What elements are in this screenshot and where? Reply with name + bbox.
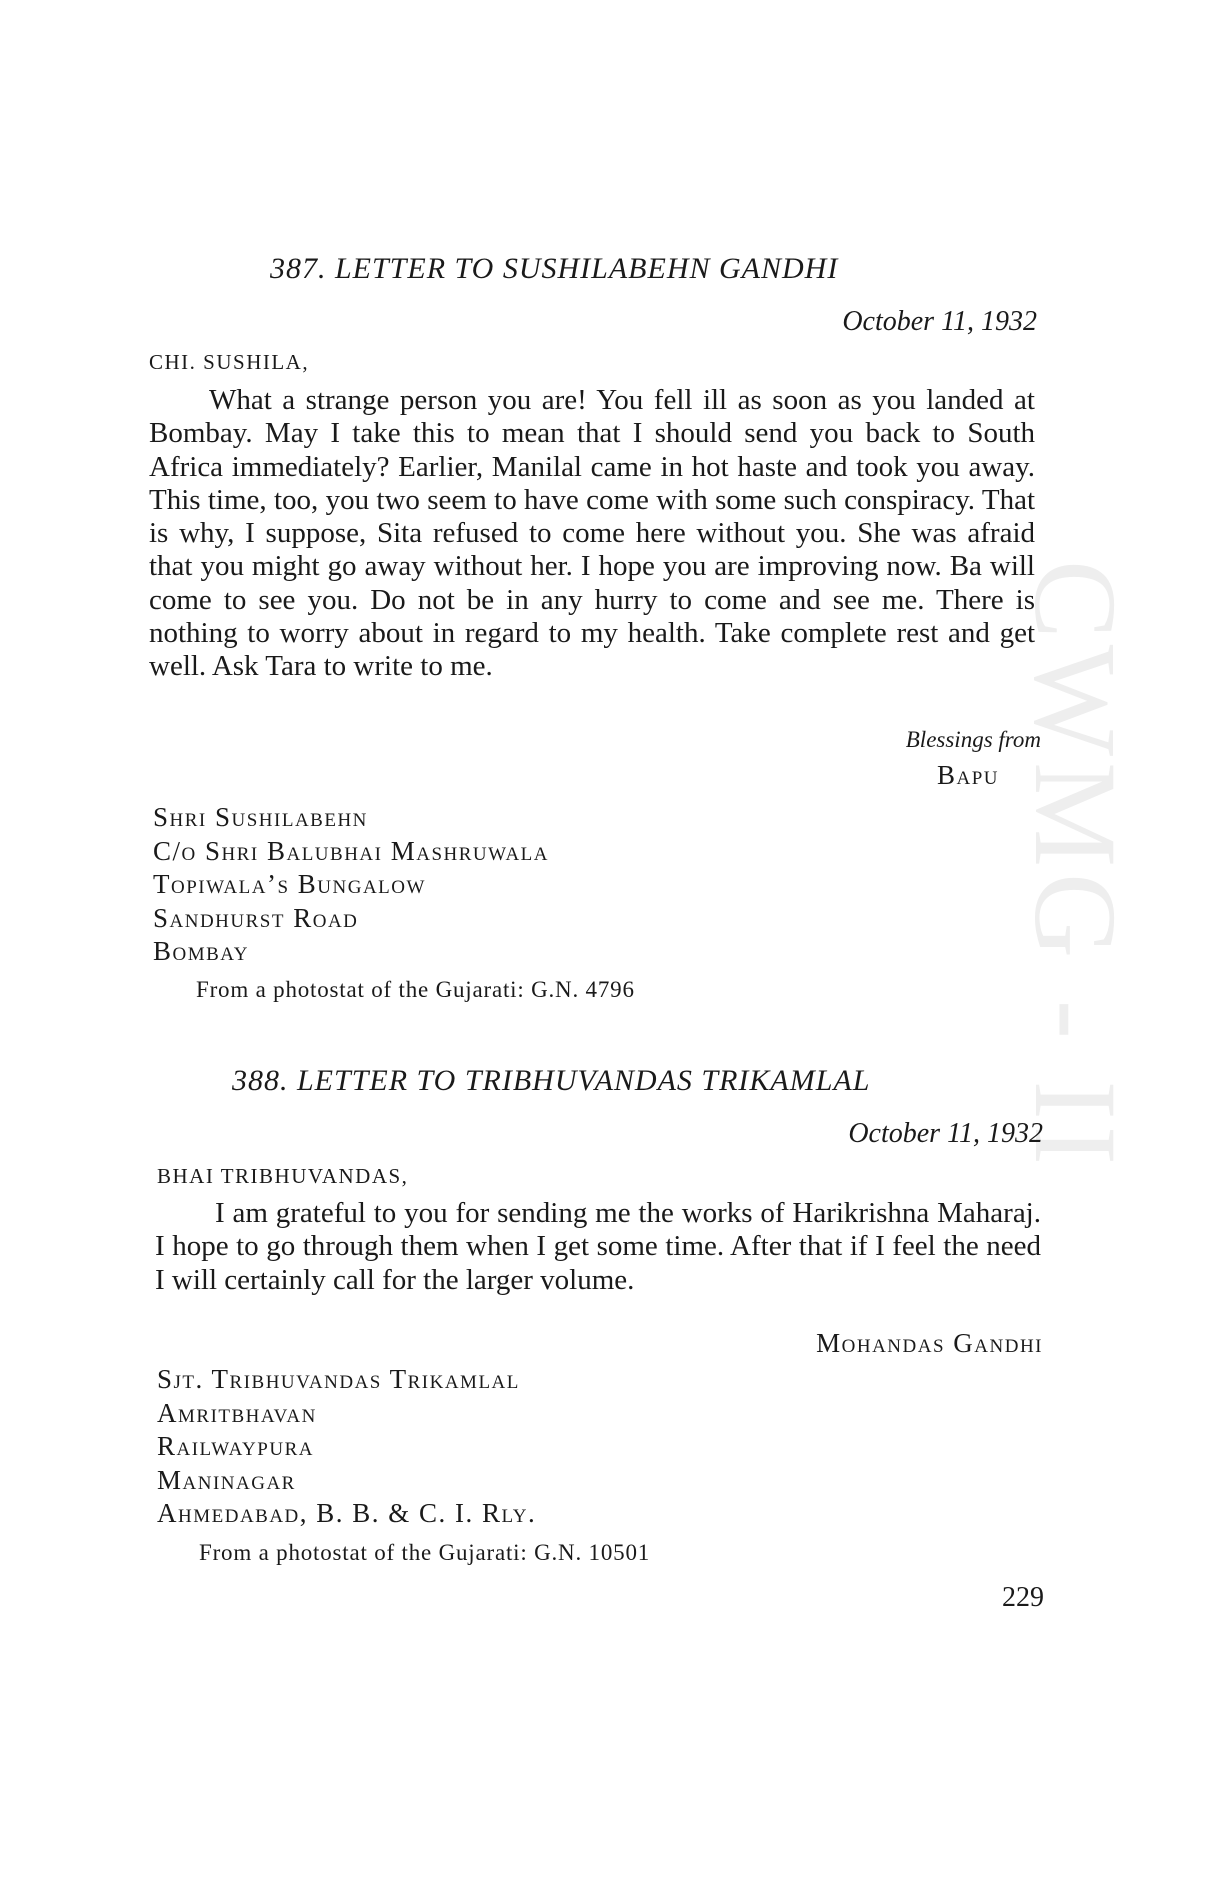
page-number: 229 [1002,1582,1044,1613]
letter-1-salutation: CHI. SUSHILA, [149,350,310,374]
letter-1-closing: Blessings from [905,727,1041,752]
letter-1-address [153,801,549,969]
letter-2-date: October 11, 1932 [848,1118,1043,1149]
letter-1-body: What a strange person you are! You fell ill as soon as you landed at Bombay. May I take this to mean that I should send you back to South Africa immediately? Earlier, Manilal came in hot haste and took you away. This time, too, you two seem to have come with some such conspiracy. That is why, I suppose, Sita refused to come here without you. She was afraid that you might go away without her. I hope you are improving now. Ba will come to see you. Do not be in any hurry to come and see me. There is nothing to worry about in regard to my health. Take complete rest and get well. Ask Tara to write to me. [149,384,1035,683]
address-line: Topiwala’s Bungalow [153,869,426,899]
letter-1-signature: Bapu [936,760,999,790]
address-line: Sjt. Tribhuvandas Trikamlal [157,1364,520,1394]
letter-2-body: I am grateful to you for sending me the works of Harikrishna Maharaj. I hope to go through them when I get some time. After that if I feel the need I will certainly call for the larger volume. [155,1197,1041,1296]
watermark: CWMG - II [1010,560,1141,1172]
address-line: Maninagar [157,1464,296,1495]
letter-1-source: From a photostat of the Gujarati: G.N. 4796 [196,977,635,1002]
address-line: Amritbhavan [157,1397,317,1428]
address-line: Ahmedabad, B. B. & C. I. Rly. [157,1498,537,1528]
address-line: Sandhurst Road [153,902,359,933]
address-line: Railwaypura [157,1431,314,1461]
letter-2-heading: 388. LETTER TO TRIBHUVANDAS TRIKAMLAL [232,1064,871,1097]
letter-2-source: From a photostat of the Gujarati: G.N. 10501 [199,1540,651,1565]
address-line: C/o Shri Balubhai Mashruwala [153,835,550,866]
letter-2-signature: Mohandas Gandhi [816,1328,1043,1358]
address-line: Bombay [153,936,249,966]
address-line: Shri Sushilabehn [153,802,368,832]
letter-1-date: October 11, 1932 [842,306,1037,337]
letter-2-salutation: BHAI TRIBHUVANDAS, [157,1164,409,1188]
letter-2-address [157,1363,536,1531]
letter-1-heading: 387. LETTER TO SUSHILABEHN GANDHI [270,252,839,285]
